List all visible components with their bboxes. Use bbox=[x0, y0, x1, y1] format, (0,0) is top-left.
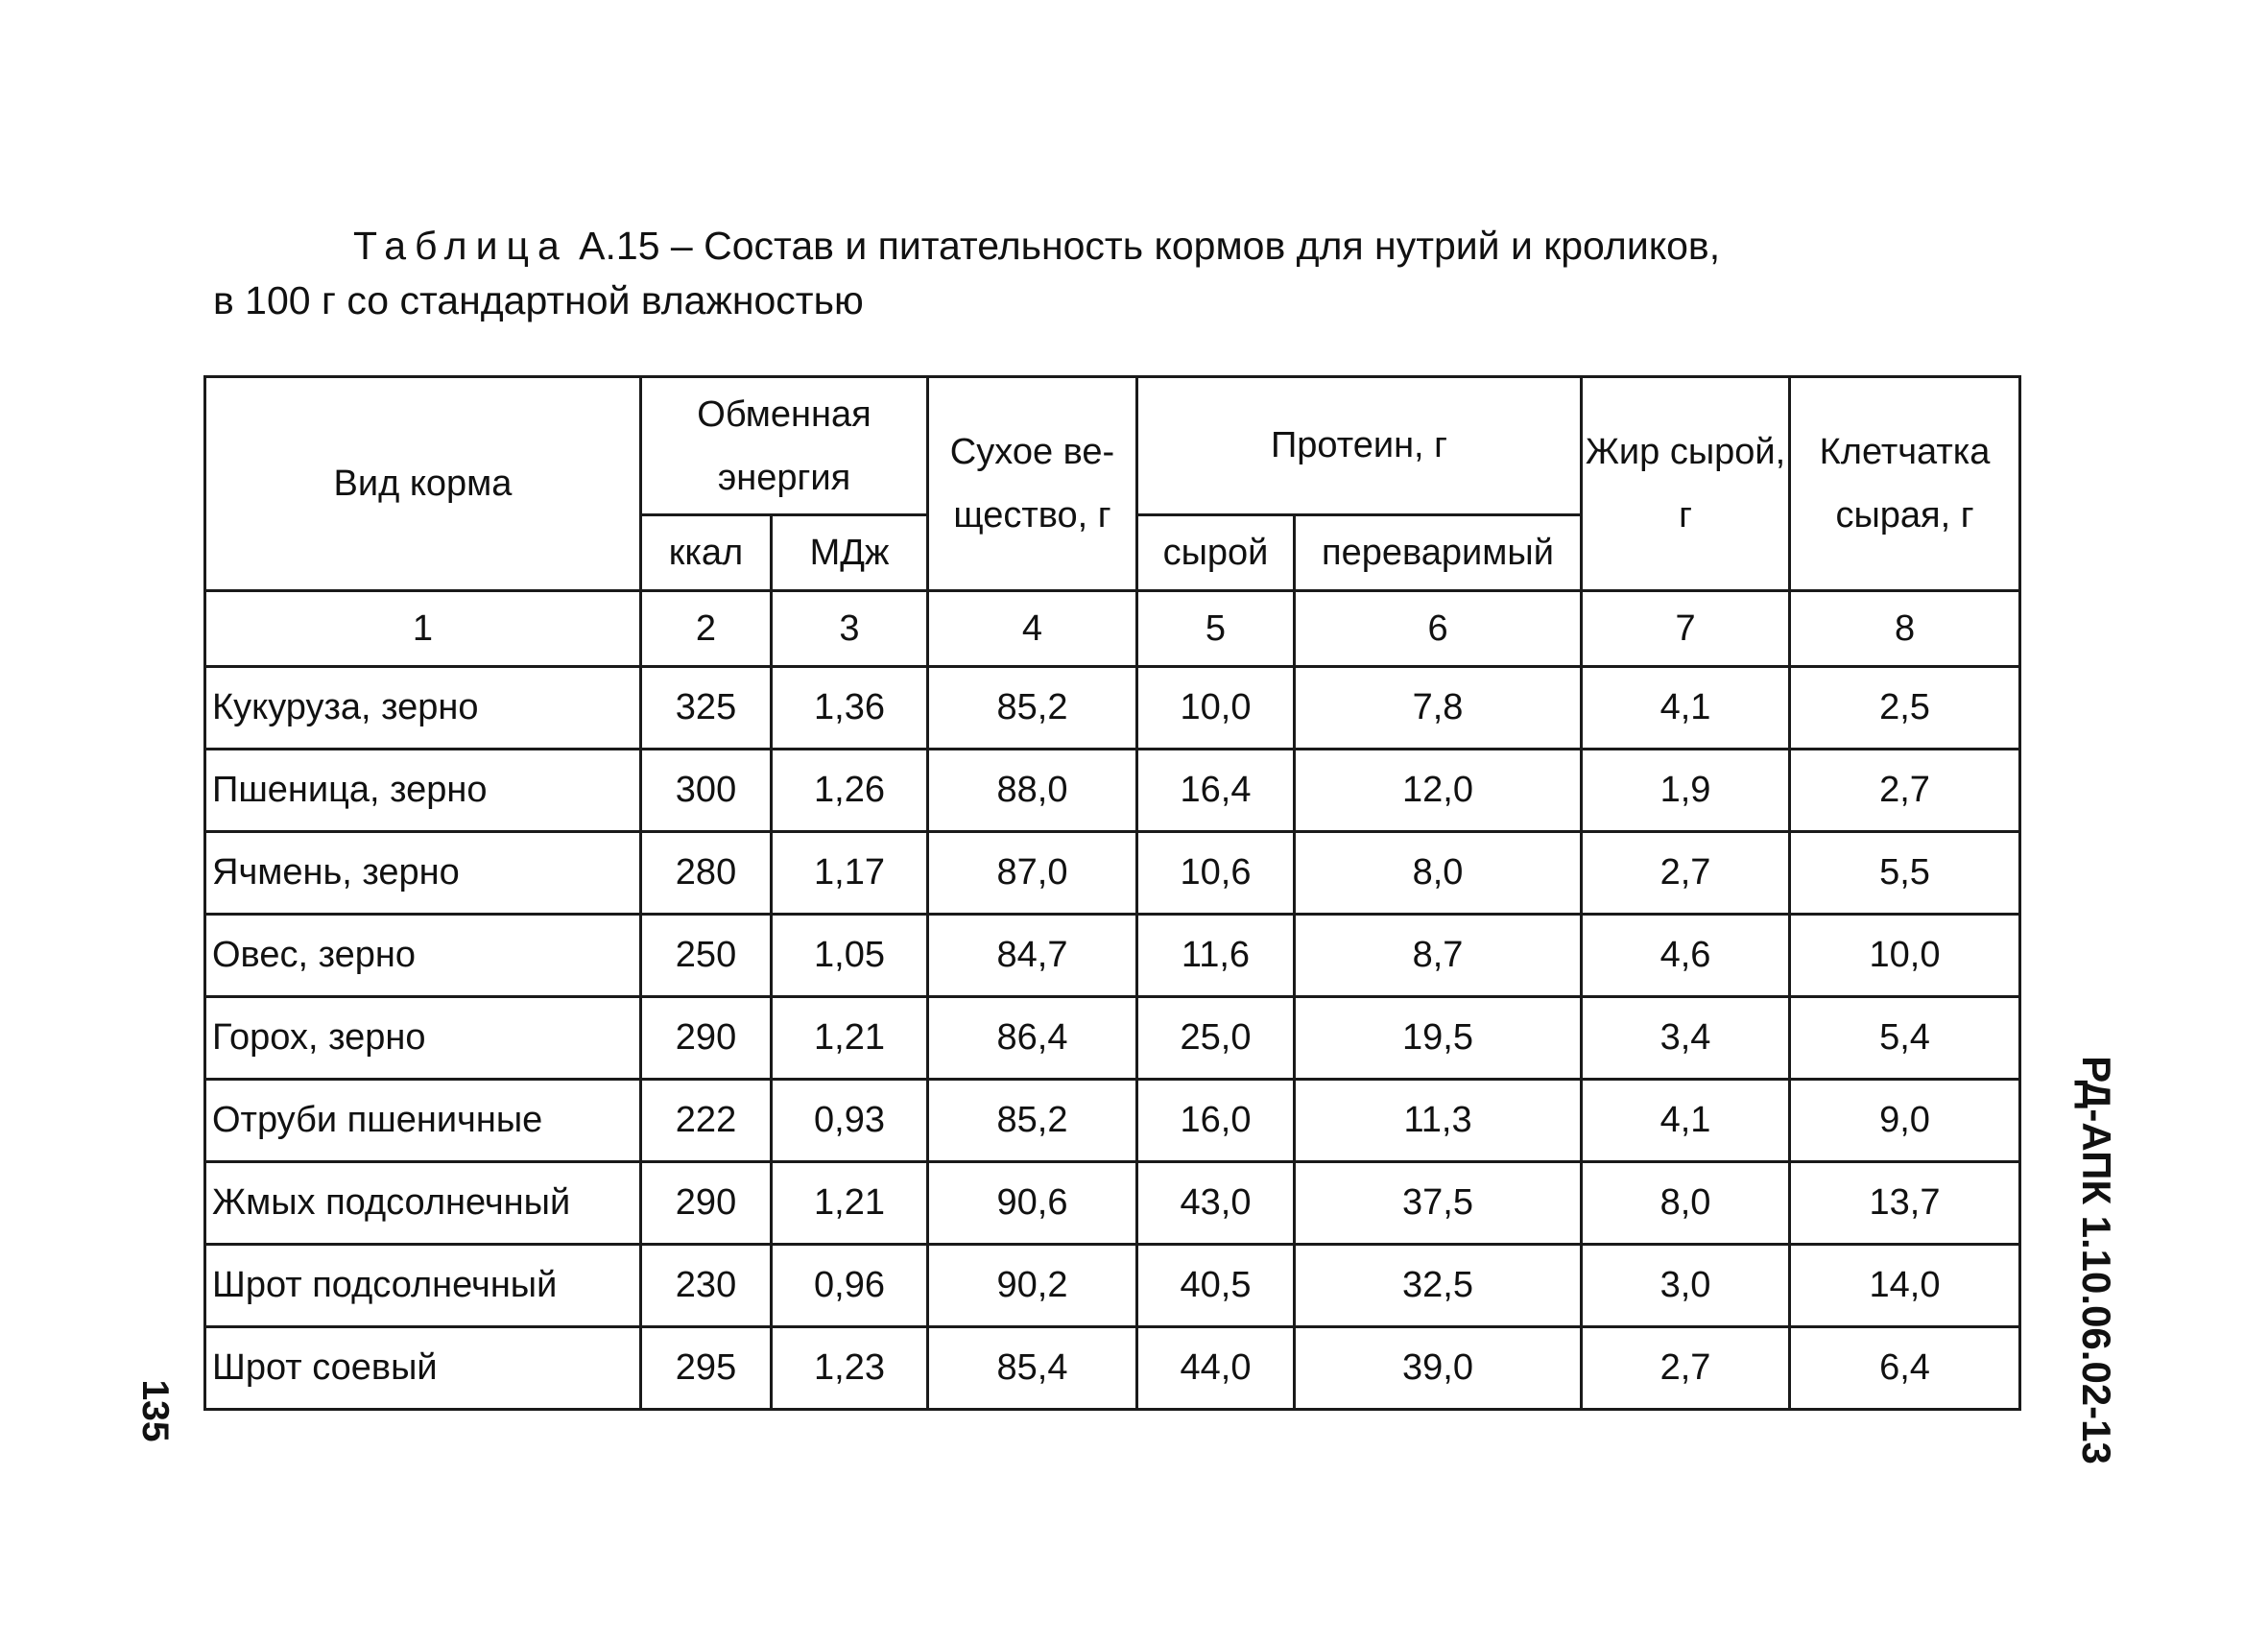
crude-fiber-cell: 14,0 bbox=[1790, 1245, 2020, 1327]
column-number: 1 bbox=[205, 591, 641, 667]
feed-name-cell: Шрот соевый bbox=[205, 1327, 641, 1410]
crude-fat-cell: 1,9 bbox=[1582, 750, 1790, 832]
digestible-protein-cell: 19,5 bbox=[1295, 997, 1582, 1080]
header-dry-matter-line1: Сухое ве- bbox=[949, 432, 1115, 472]
kcal-cell: 280 bbox=[641, 832, 772, 915]
crude-fat-cell: 2,7 bbox=[1582, 832, 1790, 915]
digestible-protein-cell: 39,0 bbox=[1295, 1327, 1582, 1410]
table-caption bbox=[213, 219, 1845, 328]
caption-table-word: Таблица bbox=[353, 224, 568, 268]
kcal-cell: 290 bbox=[641, 997, 772, 1080]
mj-cell: 0,93 bbox=[772, 1080, 928, 1162]
mj-cell: 1,21 bbox=[772, 1162, 928, 1245]
header-protein bbox=[1137, 377, 1582, 515]
crude-protein-cell: 11,6 bbox=[1137, 915, 1295, 997]
crude-fat-cell: 4,1 bbox=[1582, 667, 1790, 750]
feed-name-cell: Пшеница, зерно bbox=[205, 750, 641, 832]
crude-fiber-cell: 5,4 bbox=[1790, 997, 2020, 1080]
digestible-protein-cell: 11,3 bbox=[1295, 1080, 1582, 1162]
kcal-cell: 300 bbox=[641, 750, 772, 832]
dry-matter-cell: 84,7 bbox=[928, 915, 1137, 997]
crude-protein-cell: 10,6 bbox=[1137, 832, 1295, 915]
table-row bbox=[205, 997, 2020, 1080]
table-row bbox=[205, 667, 2020, 750]
digestible-protein-cell: 8,7 bbox=[1295, 915, 1582, 997]
crude-fat-cell: 4,1 bbox=[1582, 1080, 1790, 1162]
header-metabolic-energy bbox=[641, 377, 928, 515]
column-number: 6 bbox=[1295, 591, 1582, 667]
mj-cell: 1,05 bbox=[772, 915, 928, 997]
feed-name-cell: Овес, зерно bbox=[205, 915, 641, 997]
table-row bbox=[205, 750, 2020, 832]
table-row bbox=[205, 1327, 2020, 1410]
header-dry-matter-line2: щество, г bbox=[953, 495, 1111, 536]
column-number: 2 bbox=[641, 591, 772, 667]
digestible-protein-cell: 7,8 bbox=[1295, 667, 1582, 750]
feed-name-cell: Жмых подсолнечный bbox=[205, 1162, 641, 1245]
table-row bbox=[205, 832, 2020, 915]
dry-matter-cell: 90,6 bbox=[928, 1162, 1137, 1245]
table-row bbox=[205, 1080, 2020, 1162]
crude-protein-cell: 10,0 bbox=[1137, 667, 1295, 750]
crude-protein-cell: 40,5 bbox=[1137, 1245, 1295, 1327]
kcal-cell: 325 bbox=[641, 667, 772, 750]
kcal-cell: 290 bbox=[641, 1162, 772, 1245]
crude-fat-cell: 4,6 bbox=[1582, 915, 1790, 997]
crude-protein-cell: 25,0 bbox=[1137, 997, 1295, 1080]
column-number: 8 bbox=[1790, 591, 2020, 667]
dry-matter-cell: 85,4 bbox=[928, 1327, 1137, 1410]
feed-composition-table bbox=[203, 375, 2021, 1411]
header-mj: МДж bbox=[772, 515, 928, 591]
digestible-protein-cell: 8,0 bbox=[1295, 832, 1582, 915]
header-row-1 bbox=[205, 377, 2020, 515]
header-fat-line2: г bbox=[1679, 495, 1692, 536]
mj-cell: 0,96 bbox=[772, 1245, 928, 1327]
column-number: 4 bbox=[928, 591, 1137, 667]
crude-fiber-cell: 13,7 bbox=[1790, 1162, 2020, 1245]
crude-fiber-cell: 2,7 bbox=[1790, 750, 2020, 832]
feed-name-cell: Отруби пшеничные bbox=[205, 1080, 641, 1162]
crude-fiber-cell: 2,5 bbox=[1790, 667, 2020, 750]
table-row bbox=[205, 1162, 2020, 1245]
header-dry-matter bbox=[928, 377, 1137, 591]
crude-protein-cell: 44,0 bbox=[1137, 1327, 1295, 1410]
dry-matter-cell: 85,2 bbox=[928, 1080, 1137, 1162]
table-row bbox=[205, 915, 2020, 997]
crude-fat-cell: 3,0 bbox=[1582, 1245, 1790, 1327]
dry-matter-cell: 87,0 bbox=[928, 832, 1137, 915]
mj-cell: 1,26 bbox=[772, 750, 928, 832]
dry-matter-cell: 86,4 bbox=[928, 997, 1137, 1080]
dry-matter-cell: 90,2 bbox=[928, 1245, 1137, 1327]
digestible-protein-cell: 12,0 bbox=[1295, 750, 1582, 832]
header-feed-type bbox=[205, 377, 641, 591]
crude-fiber-cell: 9,0 bbox=[1790, 1080, 2020, 1162]
header-protein-crude: сырой bbox=[1137, 515, 1295, 591]
header-fiber bbox=[1790, 377, 2020, 591]
header-metabolic-energy-line2: энергия bbox=[717, 457, 851, 498]
header-feed-type-label: Вид корма bbox=[333, 463, 513, 504]
header-fat-line1: Жир сырой, bbox=[1585, 432, 1786, 472]
header-fiber-line1: Клетчатка bbox=[1819, 432, 1991, 472]
caption-line-1 bbox=[213, 219, 1845, 274]
digestible-protein-cell: 37,5 bbox=[1295, 1162, 1582, 1245]
crude-fiber-cell: 5,5 bbox=[1790, 832, 2020, 915]
table-row bbox=[205, 1245, 2020, 1327]
column-number: 3 bbox=[772, 591, 928, 667]
caption-title: – Состав и питательность кормов для нутрий и кроликов, bbox=[670, 224, 1721, 268]
kcal-cell: 222 bbox=[641, 1080, 772, 1162]
kcal-cell: 295 bbox=[641, 1327, 772, 1410]
mj-cell: 1,21 bbox=[772, 997, 928, 1080]
crude-protein-cell: 16,4 bbox=[1137, 750, 1295, 832]
kcal-cell: 250 bbox=[641, 915, 772, 997]
dry-matter-cell: 85,2 bbox=[928, 667, 1137, 750]
dry-matter-cell: 88,0 bbox=[928, 750, 1137, 832]
column-number: 7 bbox=[1582, 591, 1790, 667]
crude-protein-cell: 43,0 bbox=[1137, 1162, 1295, 1245]
crude-fiber-cell: 6,4 bbox=[1790, 1327, 2020, 1410]
header-metabolic-energy-line1: Обменная bbox=[697, 393, 871, 435]
crude-fat-cell: 2,7 bbox=[1582, 1327, 1790, 1410]
mj-cell: 1,17 bbox=[772, 832, 928, 915]
feed-name-cell: Горох, зерно bbox=[205, 997, 641, 1080]
column-number: 5 bbox=[1137, 591, 1295, 667]
header-protein-digestible: переваримый bbox=[1295, 515, 1582, 591]
document-code: РД-АПК 1.10.06.02-13 bbox=[2074, 1056, 2119, 1464]
kcal-cell: 230 bbox=[641, 1245, 772, 1327]
header-fiber-line2: сырая, г bbox=[1835, 495, 1974, 536]
header-protein-label: Протеин, г bbox=[1270, 425, 1448, 465]
caption-line-2: в 100 г со стандартной влажностью bbox=[213, 278, 864, 322]
table-body bbox=[205, 667, 2020, 1410]
crude-protein-cell: 16,0 bbox=[1137, 1080, 1295, 1162]
mj-cell: 1,23 bbox=[772, 1327, 928, 1410]
column-number-row bbox=[205, 591, 2020, 667]
crude-fiber-cell: 10,0 bbox=[1790, 915, 2020, 997]
crude-fat-cell: 8,0 bbox=[1582, 1162, 1790, 1245]
digestible-protein-cell: 32,5 bbox=[1295, 1245, 1582, 1327]
feed-name-cell: Ячмень, зерно bbox=[205, 832, 641, 915]
caption-table-number: А.15 bbox=[579, 224, 660, 268]
crude-fat-cell: 3,4 bbox=[1582, 997, 1790, 1080]
header-kcal: ккал bbox=[641, 515, 772, 591]
page-number: 135 bbox=[134, 1379, 176, 1442]
feed-name-cell: Кукуруза, зерно bbox=[205, 667, 641, 750]
header-fat bbox=[1582, 377, 1790, 591]
feed-name-cell: Шрот подсолнечный bbox=[205, 1245, 641, 1327]
mj-cell: 1,36 bbox=[772, 667, 928, 750]
